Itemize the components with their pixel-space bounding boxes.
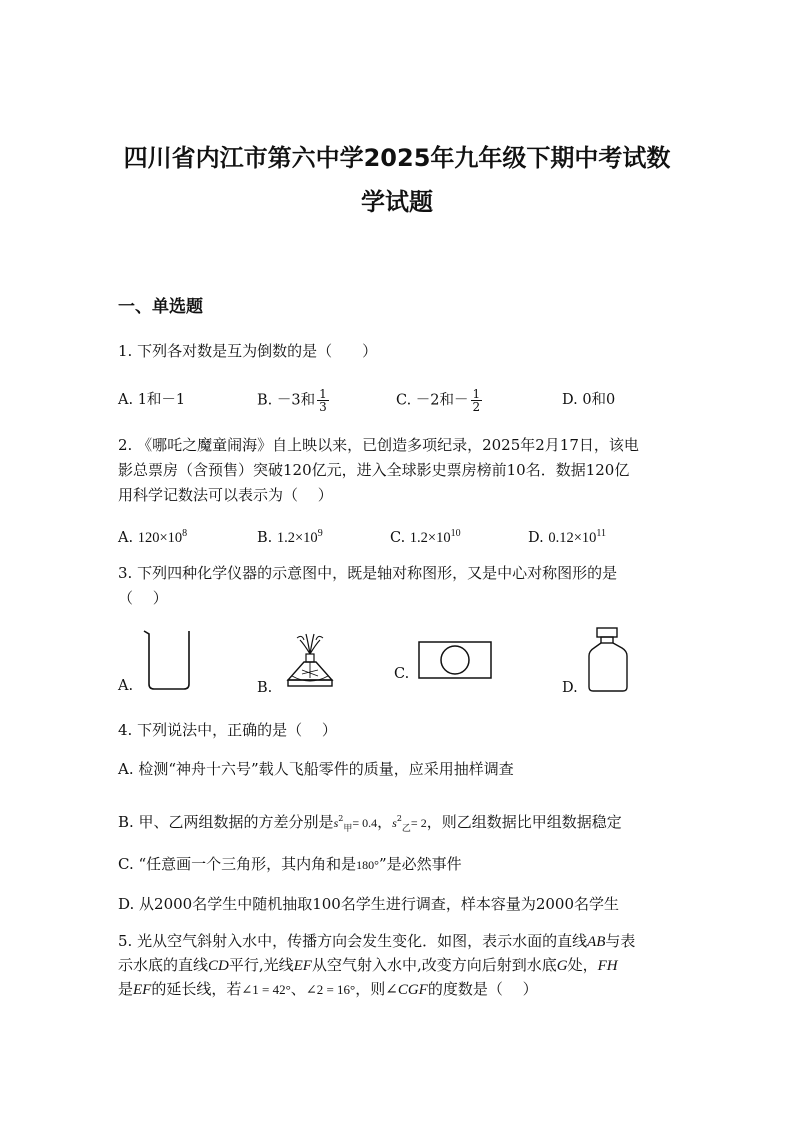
q5-text: 5. 光从空气斜射入水中，传播方向会发生变化．如图，表示水面的直线 [118, 932, 588, 950]
option-exponent: 9 [317, 528, 323, 539]
q2-option-d [528, 524, 606, 548]
line-cd: CD [208, 958, 229, 974]
q5-text: 的度数是（ ） [427, 980, 538, 998]
q3-stem [118, 561, 698, 611]
q3-option-b-label: B. [257, 680, 273, 696]
q4-option-c-tail: ”是必然事件 [378, 855, 462, 873]
q4-option-d: D. 从2000名学生中随机抽取100名学生进行调查，样本容量为2000名学生 [118, 895, 620, 913]
beaker-icon [140, 628, 196, 692]
q5-text: 处， [567, 956, 598, 974]
title-line-1: 四川省内江市第六中学2025年九年级下期中考试数 [123, 144, 671, 172]
q4-option-b-text: B. 甲、乙两组数据的方差分别是 [118, 813, 334, 831]
q5-line-1 [118, 930, 718, 954]
q4-option-c [118, 852, 718, 878]
q1-option-d: D. 0和0 [562, 392, 616, 408]
fraction-denominator: 2 [472, 400, 481, 414]
option-label: C. [390, 529, 406, 546]
option-base: 1.2×10 [276, 529, 318, 546]
section-heading: 一、单选题 [118, 297, 203, 317]
q4-stem: 4. 下列说法中，正确的是（ ） [118, 721, 337, 739]
q5-text: 与表 [605, 932, 636, 950]
q2-line-1: 2. 《哪吒之魔童闹海》自上映以来，已创造多项纪录，2025年2月17日，该电 [118, 436, 639, 454]
option-exponent: 11 [596, 528, 607, 539]
option-base: 0.12×10 [548, 529, 597, 546]
reagent-bottle-icon [584, 626, 632, 694]
q2-line-3: 用科学记数法可以表示为（ ） [118, 486, 333, 504]
variance-subscript: 乙 [401, 824, 411, 834]
separator: 、 [290, 980, 306, 998]
fraction-numerator: 1 [319, 387, 327, 401]
line-fh: FH [597, 958, 618, 974]
q5-line-2 [118, 954, 718, 978]
angle-1: ∠1 = 42° [241, 982, 291, 997]
q2-option-c [390, 524, 461, 548]
q1-option-b [257, 388, 329, 413]
line-ef: EF [293, 958, 312, 974]
q4-option-c-text: C. “任意画一个三角形，其内角和是 [118, 855, 357, 873]
evaporating-dish-icon [418, 641, 492, 679]
q1-option-a: A. 1和－1 [118, 392, 186, 408]
separator: ， [377, 813, 393, 831]
line-ef: EF [133, 982, 152, 998]
q5-text: 的延长线，若 [151, 980, 242, 998]
angle-value: 180° [356, 858, 379, 872]
angle-cgf: ∠CGF [385, 982, 428, 998]
q5-text: ，则 [355, 980, 386, 998]
q4-option-a: A. 检测“神舟十六号”载人飞船零件的质量，应采用抽样调查 [118, 760, 514, 778]
option-label: D. [528, 529, 544, 546]
fraction-numerator: 1 [472, 387, 481, 401]
q5-text: 示水底的直线 [118, 956, 209, 974]
line-ab: AB [587, 934, 606, 950]
q4-option-b-tail: ，则乙组数据比甲组数据稳定 [426, 813, 622, 831]
alcohol-lamp-icon [280, 630, 340, 692]
option-exponent: 8 [182, 528, 188, 539]
variance-value: = 0.4 [352, 816, 378, 830]
q2-option-a [118, 524, 187, 548]
q3-option-c-label: C. [394, 666, 410, 682]
q3-option-d-label: D. [562, 680, 578, 696]
option-base: 120×10 [137, 529, 183, 546]
q1-option-c-fraction [471, 388, 483, 413]
page-title [90, 136, 704, 224]
point-g: G [556, 958, 568, 974]
q1-option-c-text: C. －2和－ [396, 392, 469, 409]
variance-symbol: s [333, 816, 339, 830]
q3-line-1: 3. 下列四种化学仪器的示意图中，既是轴对称图形，又是中心对称图形的是 [118, 564, 618, 582]
q1-option-b-text: B. －3和 [257, 392, 316, 409]
q5-text: 从空气射入水中,改变方向后射到水底 [311, 956, 557, 974]
option-label: B. [257, 529, 273, 546]
q4-option-b: B. 甲、乙两组数据的方差分别是$s^2_甲= 0.4$，$s^2_乙= 2$，则乙组数据比甲组数据稳定 [118, 813, 622, 834]
q2-line-2: 影总票房（含预售）突破120亿元，进入全球影史票房榜前10名．数据120亿 [118, 461, 630, 479]
q3-option-a-label: A. [118, 678, 134, 694]
title-line-2: 学试题 [361, 188, 433, 216]
q3-line-2: （ ） [118, 589, 168, 607]
q1-option-c [396, 388, 482, 413]
q1-option-b-fraction [317, 388, 329, 413]
variance-value: = 2 [410, 816, 427, 830]
option-label: A. [118, 529, 134, 546]
q5-text: 是 [118, 980, 134, 998]
option-exponent: 10 [450, 528, 461, 539]
q2-stem [118, 433, 698, 508]
q2-option-b [257, 524, 323, 548]
q1-stem: 1. 下列各对数是互为倒数的是（ ） [118, 342, 378, 360]
q5-line-3 [118, 978, 718, 1002]
q5-text: 平行,光线 [228, 956, 294, 974]
q5-stem [118, 930, 718, 1002]
variance-subscript: 甲 [343, 824, 353, 834]
option-base: 1.2×10 [409, 529, 451, 546]
variance-symbol: s [392, 816, 397, 830]
angle-2: ∠2 = 16° [305, 982, 356, 997]
fraction-denominator: 3 [319, 400, 327, 414]
